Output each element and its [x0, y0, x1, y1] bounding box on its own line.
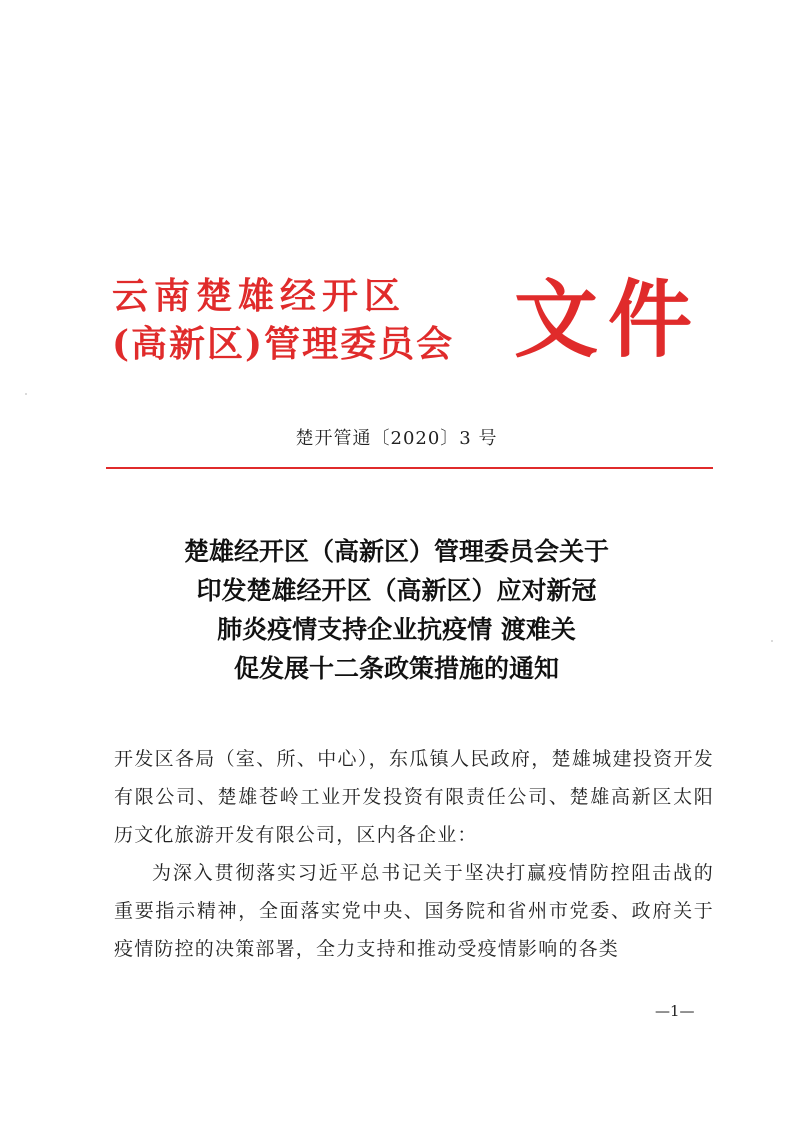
issuer-name-line1: 云南楚雄经开区	[112, 275, 407, 317]
scan-speck	[25, 393, 27, 395]
recipients-paragraph: 开发区各局（室、所、中心），东瓜镇人民政府，楚雄城建投资开发有限公司、楚雄苍岭工业开发投资有限责任公司、楚雄高新区太阳历文化旅游开发有限公司，区内各企业：	[114, 748, 714, 846]
document-body	[114, 740, 714, 968]
document-header	[112, 272, 712, 372]
document-number: 楚开管通〔2020〕3 号	[295, 428, 498, 449]
title-line-3: 肺炎疫情支持企业抗疫情 渡难关	[217, 615, 576, 644]
issuer-name-line2: (高新区)管理委员会	[112, 323, 455, 365]
title-line-1: 楚雄经开区（高新区）管理委员会关于	[183, 537, 609, 566]
body-paragraph-1: 为深入贯彻落实习近平总书记关于坚决打赢疫情防控阻击战的重要指示精神，全面落实党中央、国务院和省州市党委、政府关于疫情防控的决策部署，全力支持和推动受疫情影响的各类	[114, 862, 714, 960]
document-type: 文件	[514, 270, 703, 369]
title-line-4: 促发展十二条政策措施的通知	[233, 654, 559, 683]
scan-speck	[771, 640, 773, 642]
document-title	[0, 532, 793, 688]
red-divider	[106, 467, 713, 469]
page-number: —1—	[655, 1002, 695, 1020]
title-line-2: 印发楚雄经开区（高新区）应对新冠	[196, 576, 597, 605]
issuer-name	[112, 272, 454, 368]
